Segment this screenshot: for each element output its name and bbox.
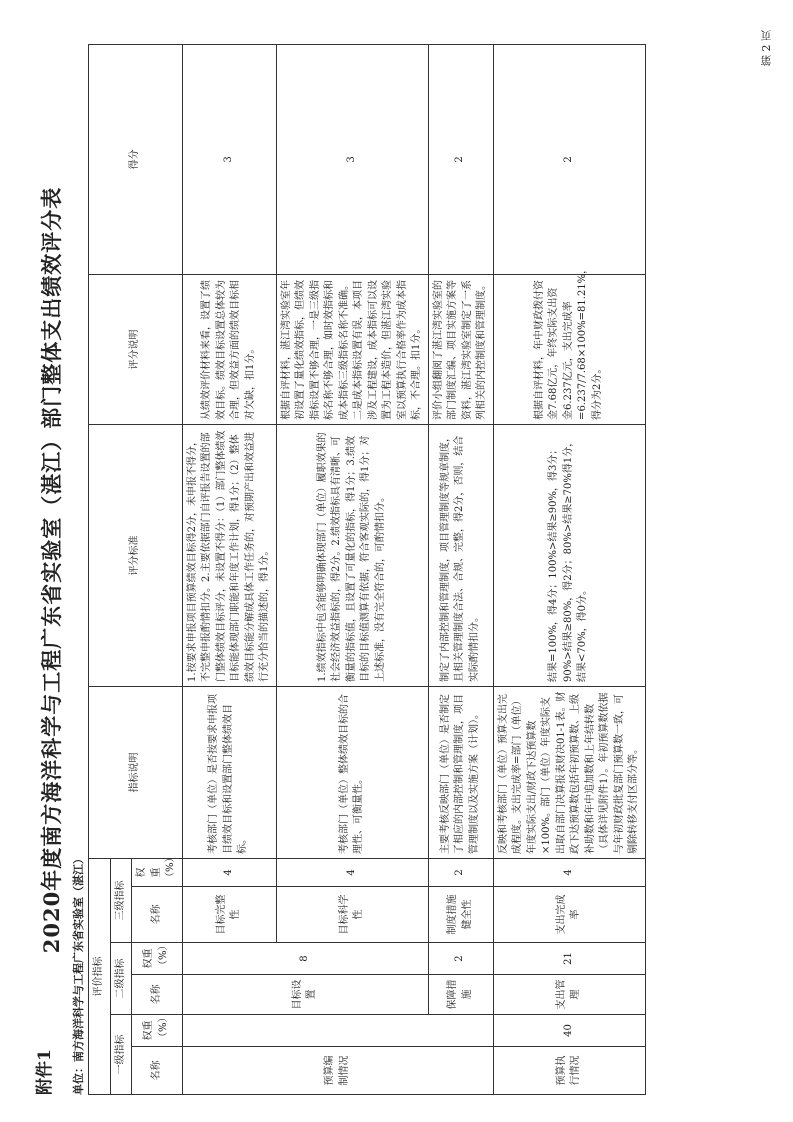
explanation-text: 从绩效评价材料来看，设置了绩效目标。绩效目标设置总体较为合理，但效益方面的绩效目标相对欠缺，扣1分。 bbox=[182, 274, 276, 424]
score-value: 3 bbox=[276, 44, 428, 274]
level3-name: 目标完整性 bbox=[182, 887, 276, 943]
group-name-budget-prep: 预算编制情况 bbox=[182, 1047, 493, 1095]
header-row-1 bbox=[89, 44, 111, 1094]
criteria-text: 结果=100%，得4分；100%>结果≥90%，得3分；90%>结果≥80%，得2分；80%>结果≥70%得1分，结果<70%，得0分。 bbox=[493, 424, 645, 686]
level3-name: 支出完成率 bbox=[493, 887, 645, 943]
criteria-text: 制定了内部控制和管理制度，项目管理制度等规章制度，且相关管理制度合法、合规、完整，得2分，否则，结合实际酌情扣分。 bbox=[428, 424, 493, 686]
level3-name: 目标科学性 bbox=[276, 887, 428, 943]
header-l2-name: 名称 bbox=[132, 975, 183, 1015]
level3-weight: 4 bbox=[493, 858, 645, 886]
score-table bbox=[88, 44, 646, 1095]
table-row bbox=[276, 44, 428, 1094]
indicator-desc: 考核部门（单位）是否按要求申报项目绩效目标和设置部门整体绩效目标。 bbox=[182, 686, 276, 858]
level3-weight: 4 bbox=[182, 858, 276, 886]
header-level2: 二级指标 bbox=[110, 943, 132, 1015]
level3-weight: 4 bbox=[276, 858, 428, 886]
score-value: 2 bbox=[493, 44, 645, 274]
level2-name-target: 目标设置 bbox=[182, 975, 428, 1015]
document-title: 2020年度南方海洋科学与工程广东省实验室（湛江）部门整体支出绩效评分表 bbox=[39, 186, 64, 954]
table-row bbox=[182, 44, 276, 1094]
rotated-content bbox=[30, 45, 765, 1095]
unit-label: 单位：南方海洋科学与工程广东省实验室（湛江） bbox=[72, 853, 85, 1095]
criteria-text: 1.绩效指标中包含能够明确体现部门（单位）履职效果的社会经济效益指标的，得2分。2.绩效指标具有清晰、可衡量的指标值，且设置了可量化的指标，得1分；3.绩效目标的目标值测算有依据，符合客观实际的，得1分；对上述标准，没有完全符合的，可酌情扣分。 bbox=[276, 424, 428, 686]
annex-label: 附件1 bbox=[35, 1049, 55, 1095]
explanation-text: 评价小组翻阅了湛江湾实验室的部门制度汇编、项目实施方案等资料，湛江湾实验室制定了一系列相关的内控制度和管理制度。 bbox=[428, 274, 493, 424]
page-number: 第 2 页 bbox=[760, 30, 773, 66]
header-l3-weight: 权重（%） bbox=[132, 858, 183, 886]
score-value: 2 bbox=[428, 44, 493, 274]
header-explanation: 评分说明 bbox=[89, 274, 183, 424]
group-name-budget-exec: 预算执行情况 bbox=[493, 1047, 645, 1095]
header-l2-weight: 权重（%） bbox=[132, 943, 183, 975]
level2-weight-safeguard: 2 bbox=[428, 943, 493, 975]
header-criteria: 评分标准 bbox=[89, 424, 183, 686]
level3-weight: 2 bbox=[428, 858, 493, 886]
level2-weight-target: 8 bbox=[182, 943, 428, 975]
header-l1-weight: 权重（%） bbox=[132, 1015, 183, 1047]
criteria-text: 1.按要求申报项目预算绩效目标得2分，未申报不得分，不完整申报酌情扣分。2.主要依据部门自评报告设置的部门整体绩效目标评分，未设置不得分：（1）部门整体绩效目标能体现部门职能和年度工作计划，得1分；（2）整体绩效目标能分解成具体工作任务的，对预期产出和效益进行充分恰当的描述的，得1分。 bbox=[182, 424, 276, 686]
score-value: 3 bbox=[182, 44, 276, 274]
header-level3: 三级指标 bbox=[110, 858, 132, 942]
header-level1: 一级指标 bbox=[110, 1015, 132, 1095]
level2-name-safeguard: 保障措施 bbox=[428, 975, 493, 1015]
level2-name-expenditure: 支出管理 bbox=[493, 975, 645, 1015]
header-l3-name: 名称 bbox=[132, 887, 183, 943]
table-row bbox=[428, 44, 493, 1094]
header-eval-indicators: 评价指标 bbox=[89, 858, 111, 1094]
header-indicator-desc: 指标说明 bbox=[89, 686, 183, 858]
level2-weight-expenditure: 21 bbox=[493, 943, 645, 975]
indicator-desc: 主要考核反映部门（单位）是否制定了相应的内部控制和管理制度，项目管理制度以及实施方案（计划）。 bbox=[428, 686, 493, 858]
header-l1-name: 名称 bbox=[132, 1047, 183, 1095]
indicator-desc: 考核部门（单位）整体绩效目标的合理性、可衡量性。 bbox=[276, 686, 428, 858]
header-score: 得分 bbox=[89, 44, 183, 274]
group-weight-budget-exec: 40 bbox=[493, 1015, 645, 1047]
explanation-text: 根据自评材料，年中财政拨付资金7.68亿元，年终实际支出资金6.237亿元，支出完成率=6.237/7.68×100%=81.21%，得分为2分。 bbox=[493, 274, 645, 424]
explanation-text: 根据自评材料，湛江湾实验室年初设置了量化绩效指标，但绩效指标设置不够合理，一是三级指标名称不够合理，如时效指标和成本指标三级指标名称不准确。二是成本指标设置有误，本项目涉及工程建设，成本指标可以设置为工程本造价，但湛江湾实验室以预算执行合格率作为成本指标，不合理。扣1分。 bbox=[276, 274, 428, 424]
indicator-desc: 反映和考核部门（单位）预算支出完成程度。支出完成率=部门（单位）年度实际支出/财政下达预算数×100%。部门（单位）年度实际支出取自部门决算报表财决01-1表。财政下达预算数包括年初预算数、上级补助数和年中追加数和上年结转数（具体详见附件1）。年初预算数依据与年初财政批复部门预算数一致，可剔除转移支付区部分等。 bbox=[493, 686, 645, 858]
level3-name: 制度措施健全性 bbox=[428, 887, 493, 943]
group-weight-budget-prep bbox=[182, 1015, 493, 1047]
table-row bbox=[493, 44, 645, 1094]
